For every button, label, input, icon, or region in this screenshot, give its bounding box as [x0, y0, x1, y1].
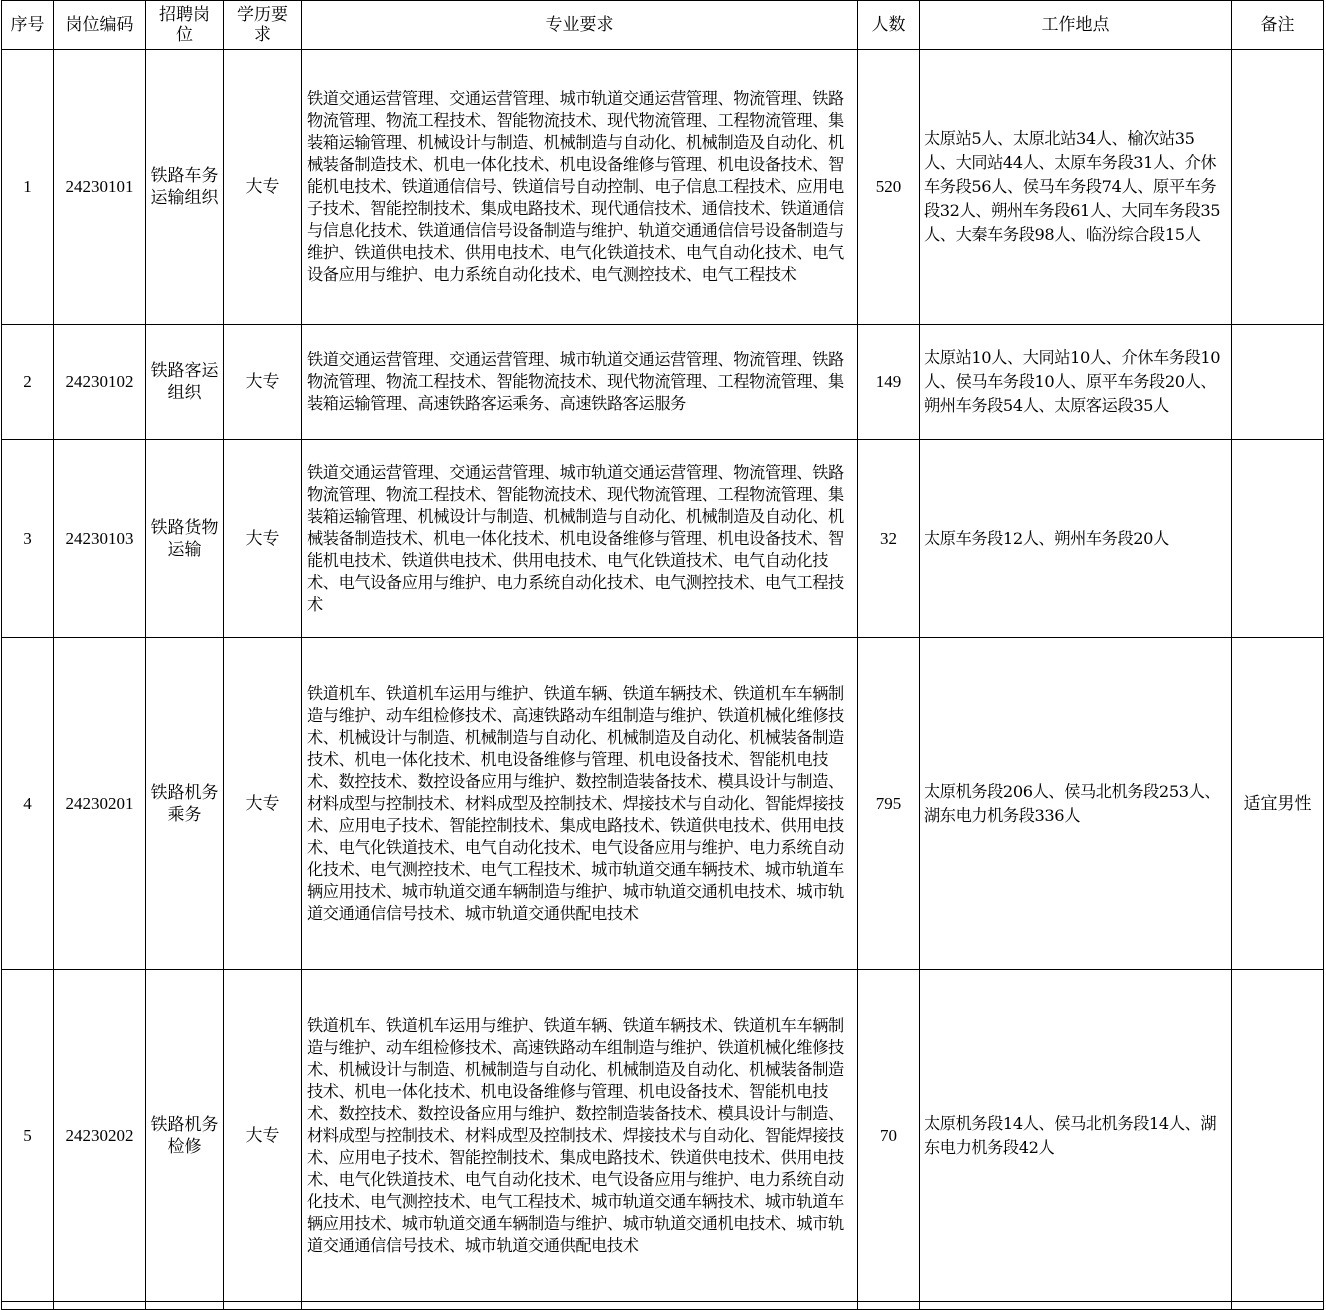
header-seq: 序号	[2, 1, 54, 50]
row-major: 铁道交通运营管理、交通运营管理、城市轨道交通运营管理、物流管理、铁路物流管理、物流工程技术、智能物流技术、现代物流管理、工程物流管理、集装箱运输管理、高速铁路客运乘务、高速铁路客运服务	[302, 325, 858, 440]
table-row	[2, 638, 1324, 970]
row-location: 太原机务段14人、侯马北机务段14人、湖东电力机务段42人	[920, 970, 1232, 1302]
row-position: 铁路机务乘务	[146, 638, 224, 970]
partial-cell	[2, 1302, 54, 1310]
partial-cell	[1232, 1302, 1324, 1310]
header-remark: 备注	[1232, 1, 1324, 50]
row-remark	[1232, 50, 1324, 325]
row-position: 铁路机务检修	[146, 970, 224, 1302]
row-position: 铁路车务运输组织	[146, 50, 224, 325]
row-education: 大专	[224, 440, 302, 638]
row-remark: 适宜男性	[1232, 638, 1324, 970]
row-seq: 1	[2, 50, 54, 325]
row-remark	[1232, 325, 1324, 440]
partial-cell	[858, 1302, 920, 1310]
header-count: 人数	[858, 1, 920, 50]
header-code: 岗位编码	[54, 1, 146, 50]
row-count: 795	[858, 638, 920, 970]
row-education: 大专	[224, 970, 302, 1302]
partial-cell	[224, 1302, 302, 1310]
row-count: 32	[858, 440, 920, 638]
row-code: 24230103	[54, 440, 146, 638]
row-location: 太原站10人、大同站10人、介休车务段10人、侯马车务段10人、原平车务段20人、朔州车务段54人、太原客运段35人	[920, 325, 1232, 440]
row-major: 铁道机车、铁道机车运用与维护、铁道车辆、铁道车辆技术、铁道机车车辆制造与维护、动车组检修技术、高速铁路动车组制造与维护、铁道机械化维修技术、机械设计与制造、机械制造与自动化、机械制造及自动化、机械装备制造技术、机电一体化技术、机电设备维修与管理、机电设备技术、智能机电技术、数控技术、数控设备应用与维护、数控制造装备技术、模具设计与制造、材料成型与控制技术、材料成型及控制技术、焊接技术与自动化、智能焊接技术、应用电子技术、智能控制技术、集成电路技术、铁道供电技术、供用电技术、电气化铁道技术、电气自动化技术、电气设备应用与维护、电力系统自动化技术、电气测控技术、电气工程技术、城市轨道交通车辆技术、城市轨道车辆应用技术、城市轨道交通车辆制造与维护、城市轨道交通机电技术、城市轨道交通通信信号技术、城市轨道交通供配电技术	[302, 970, 858, 1302]
row-code: 24230202	[54, 970, 146, 1302]
table-row	[2, 440, 1324, 638]
table-row	[2, 970, 1324, 1302]
row-code: 24230102	[54, 325, 146, 440]
header-row	[2, 1, 1324, 50]
row-seq: 3	[2, 440, 54, 638]
recruitment-table	[1, 0, 1324, 1310]
row-seq: 4	[2, 638, 54, 970]
table-row	[2, 50, 1324, 325]
row-code: 24230201	[54, 638, 146, 970]
row-major: 铁道机车、铁道机车运用与维护、铁道车辆、铁道车辆技术、铁道机车车辆制造与维护、动车组检修技术、高速铁路动车组制造与维护、铁道机械化维修技术、机械设计与制造、机械制造与自动化、机械制造及自动化、机械装备制造技术、机电一体化技术、机电设备维修与管理、机电设备技术、智能机电技术、数控技术、数控设备应用与维护、数控制造装备技术、模具设计与制造、材料成型与控制技术、材料成型及控制技术、焊接技术与自动化、智能焊接技术、应用电子技术、智能控制技术、集成电路技术、铁道供电技术、供用电技术、电气化铁道技术、电气自动化技术、电气设备应用与维护、电力系统自动化技术、电气测控技术、电气工程技术、城市轨道交通车辆技术、城市轨道车辆应用技术、城市轨道交通车辆制造与维护、城市轨道交通机电技术、城市轨道交通通信信号技术、城市轨道交通供配电技术	[302, 638, 858, 970]
row-code: 24230101	[54, 50, 146, 325]
row-education: 大专	[224, 325, 302, 440]
row-position: 铁路客运组织	[146, 325, 224, 440]
partial-cell	[302, 1302, 858, 1310]
row-major: 铁道交通运营管理、交通运营管理、城市轨道交通运营管理、物流管理、铁路物流管理、物流工程技术、智能物流技术、现代物流管理、工程物流管理、集装箱运输管理、机械设计与制造、机械制造与自动化、机械制造及自动化、机械装备制造技术、机电一体化技术、机电设备维修与管理、机电设备技术、智能机电技术、铁道通信信号、铁道信号自动控制、电子信息工程技术、应用电子技术、智能控制技术、集成电路技术、现代通信技术、通信技术、铁道通信与信息化技术、铁道通信信号设备制造与维护、轨道交通通信信号设备制造与维护、铁道供电技术、供用电技术、电气化铁道技术、电气自动化技术、电气设备应用与维护、电力系统自动化技术、电气测控技术、电气工程技术	[302, 50, 858, 325]
row-seq: 2	[2, 325, 54, 440]
row-count: 149	[858, 325, 920, 440]
row-education: 大专	[224, 638, 302, 970]
row-education: 大专	[224, 50, 302, 325]
partial-cell	[920, 1302, 1232, 1310]
table-row	[2, 325, 1324, 440]
row-location: 太原站5人、太原北站34人、榆次站35人、大同站44人、太原车务段31人、介休车务段56人、侯马车务段74人、原平车务段32人、朔州车务段61人、大同车务段35人、大秦车务段98人、临汾综合段15人	[920, 50, 1232, 325]
table-row-partial	[2, 1302, 1324, 1310]
header-position: 招聘岗位	[146, 1, 224, 50]
row-position: 铁路货物运输	[146, 440, 224, 638]
partial-cell	[54, 1302, 146, 1310]
row-count: 70	[858, 970, 920, 1302]
row-major: 铁道交通运营管理、交通运营管理、城市轨道交通运营管理、物流管理、铁路物流管理、物流工程技术、智能物流技术、现代物流管理、工程物流管理、集装箱运输管理、机械设计与制造、机械制造与自动化、机械制造及自动化、机械装备制造技术、机电一体化技术、机电设备维修与管理、机电设备技术、智能机电技术、铁道供电技术、供用电技术、电气化铁道技术、电气自动化技术、电气设备应用与维护、电力系统自动化技术、电气测控技术、电气工程技术	[302, 440, 858, 638]
row-location: 太原机务段206人、侯马北机务段253人、湖东电力机务段336人	[920, 638, 1232, 970]
row-seq: 5	[2, 970, 54, 1302]
partial-cell	[146, 1302, 224, 1310]
header-education: 学历要求	[224, 1, 302, 50]
header-major: 专业要求	[302, 1, 858, 50]
row-remark	[1232, 970, 1324, 1302]
header-location: 工作地点	[920, 1, 1232, 50]
row-remark	[1232, 440, 1324, 638]
row-location: 太原车务段12人、朔州车务段20人	[920, 440, 1232, 638]
row-count: 520	[858, 50, 920, 325]
